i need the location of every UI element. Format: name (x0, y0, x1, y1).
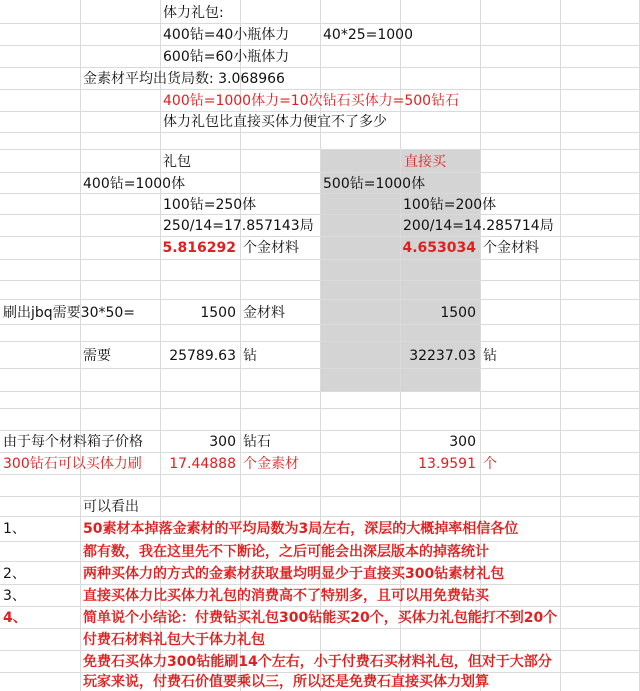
grid-row-line (0, 149, 640, 150)
direct-equivalence: 500钻=1000体 (323, 176, 426, 192)
direct-column-header: 直接买 (404, 154, 446, 170)
direct-rate: 100钻=200体 (403, 197, 497, 213)
grid-row-line (0, 236, 640, 237)
grid-row-line (0, 45, 640, 46)
note-conversion: 400钻=1000体力=10次钻石买体力=500钻石 (163, 93, 460, 109)
conclusion-4-line-1: 简单说个小结论：付费钻买礼包300钻能买20个，买体力礼包能打不到20个 (83, 610, 558, 626)
grid-column-line (560, 0, 561, 691)
note-not-much-cheaper: 体力礼包比直接买体力便宜不了多少 (163, 114, 387, 130)
gift-rate: 100钻=250体 (163, 197, 257, 213)
grid-row-line (0, 628, 640, 629)
conclusion-number-4: 4、 (3, 610, 27, 626)
direct-materials-value: 4.653034 (402, 240, 476, 256)
grid-row-line (0, 324, 640, 325)
direct-rounds: 200/14=14.285714局 (403, 218, 554, 234)
grid-row-line (0, 391, 640, 392)
direct-materials-unit: 个金材料 (483, 240, 539, 256)
conclusion-number-3: 3、 (3, 588, 26, 604)
grid-row-line (0, 214, 640, 215)
conclusion-intro: 可以看出 (83, 499, 139, 515)
jbq-requirement-label: 刷出jbq需要30*50= (3, 305, 136, 321)
grid-row-line (0, 408, 640, 409)
gift-equivalence: 400钻=1000体 (83, 176, 186, 192)
direct-materials-per-300-unit: 个 (483, 456, 497, 472)
grid-row-line (0, 452, 640, 453)
grid-row-line (0, 650, 640, 651)
grid-row-line (0, 496, 640, 497)
gift-column-header: 礼包 (163, 154, 191, 170)
direct-box-price: 300 (449, 434, 476, 450)
gift-jbq-materials: 1500 (200, 305, 236, 321)
conclusion-2: 两种买体力的方式的金素材获取量均明显少于直接买300钻素材礼包 (83, 566, 505, 582)
gift-materials-per-300: 17.44888 (169, 456, 236, 472)
direct-diamonds-needed: 32237.03 (409, 348, 476, 364)
grid-row-line (0, 341, 640, 342)
grid-row-line (0, 474, 640, 475)
grid-row-line (0, 111, 640, 112)
note-average-rounds: 金素材平均出货局数: 3.068966 (83, 71, 285, 87)
gift-box-price: 300 (209, 434, 236, 450)
grid-row-line (0, 67, 640, 68)
grid-row-line (0, 368, 640, 369)
grid-row-line (0, 172, 640, 173)
grid-row-line (0, 606, 640, 607)
grid-row-line (0, 132, 640, 133)
grid-row-line (0, 561, 640, 562)
conclusion-number-1: 1、 (3, 521, 26, 537)
grid-row-line (0, 23, 640, 24)
grid-row-line (0, 584, 640, 585)
gift-pack-heading: 体力礼包: (163, 5, 224, 21)
gift-materials-value: 5.816292 (162, 240, 236, 256)
grid-row-line (0, 193, 640, 194)
gift-rounds: 250/14=17.857143局 (163, 218, 314, 234)
gift-diamonds-needed: 25789.63 (169, 348, 236, 364)
grid-row-line (0, 541, 640, 542)
grid-column-line (80, 0, 81, 691)
conclusion-1-line-1: 50素材本掉落金素材的平均局数为3局左右，深层的大概掉率相信各位 (83, 521, 519, 537)
conclusion-1-line-2: 都有数，我在这里先不下断论，之后可能会出深层版本的掉落统计 (83, 544, 489, 560)
direct-jbq-materials: 1500 (440, 305, 476, 321)
grid-row-line (0, 259, 640, 260)
grid-row-line (0, 299, 640, 300)
need-label: 需要 (83, 348, 111, 364)
note-400-diamond: 400钻=40小瓶体力 (163, 27, 290, 43)
note-600-diamond: 600钻=60小瓶体力 (163, 49, 290, 65)
conclusion-4-line-2: 付费石材料礼包大于体力礼包 (83, 632, 265, 648)
conclusion-number-2: 2、 (3, 566, 26, 582)
stamina-300-label: 300钻石可以买体力刷 (3, 456, 142, 472)
direct-materials-per-300: 13.9591 (418, 456, 476, 472)
box-price-label: 由于每个材料箱子价格 (3, 434, 143, 450)
gift-materials-per-300-unit: 个金素材 (243, 456, 299, 472)
jbq-materials-unit: 金材料 (243, 305, 285, 321)
gift-diamonds-unit: 钻 (243, 348, 257, 364)
grid-row-line (0, 280, 640, 281)
box-price-unit: 钻石 (243, 434, 271, 450)
conclusion-4-line-3: 免费石买体力300钻能刷14个左右，小于付费石买材料礼包，但对于大部分 (83, 654, 552, 670)
gift-materials-unit: 个金材料 (243, 240, 299, 256)
note-formula: 40*25=1000 (323, 27, 413, 43)
grid-row-line (0, 89, 640, 90)
grid-row-line (0, 516, 640, 517)
direct-diamonds-unit: 钻 (483, 348, 497, 364)
grid-row-line (0, 430, 640, 431)
conclusion-3: 直接买体力比买体力礼包的消费高不了特别多，且可以用免费钻买 (83, 588, 489, 604)
conclusion-4-line-4: 玩家来说，付费石价值要乘以三，所以还是免费石直接买体力划算 (83, 674, 489, 690)
